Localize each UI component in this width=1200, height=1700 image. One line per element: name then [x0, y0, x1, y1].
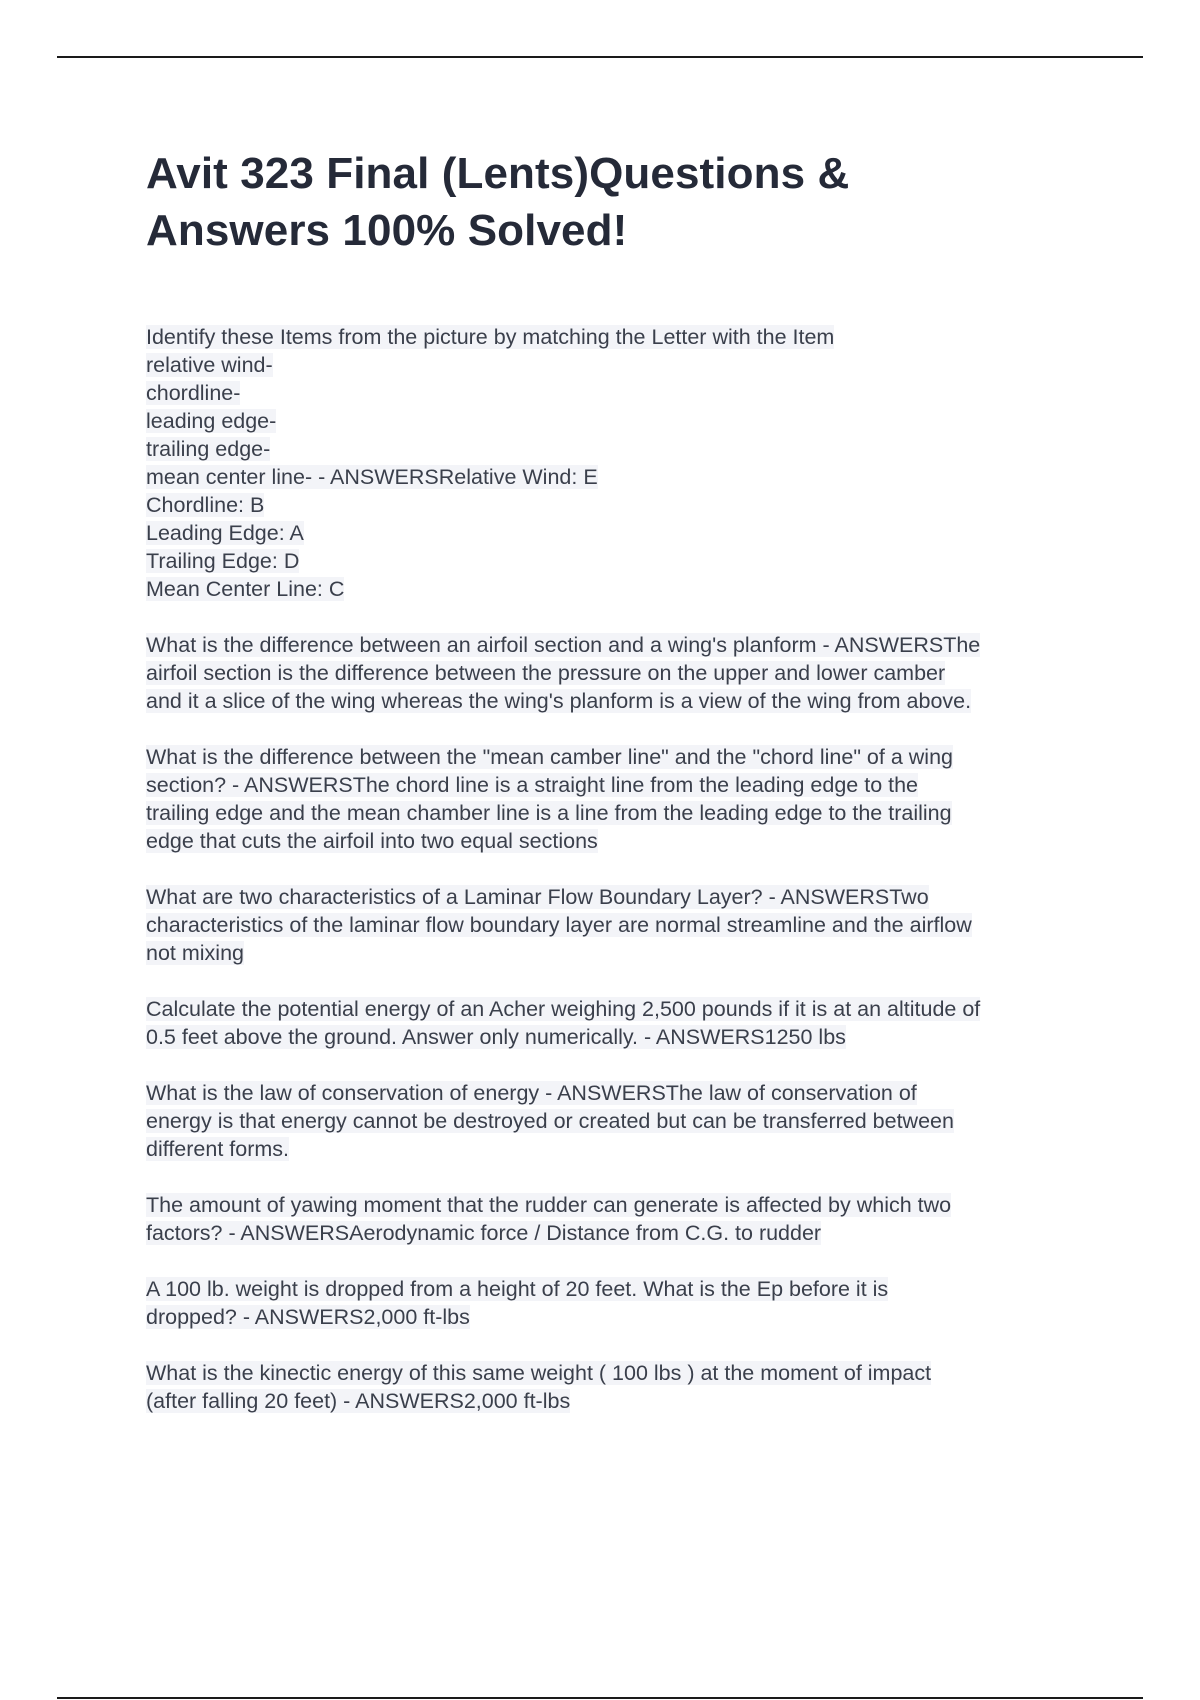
qa-line [146, 1191, 1096, 1219]
qa-line [146, 1303, 1096, 1331]
qa-line [146, 351, 1096, 379]
qa-item [146, 631, 1096, 715]
qa-line [146, 631, 1096, 659]
qa-line [146, 911, 1096, 939]
qa-line-text: and it a slice of the wing whereas the wing's planform is a view of the wing from above. [146, 689, 972, 713]
qa-line [146, 323, 1096, 351]
qa-item [146, 995, 1096, 1051]
qa-line [146, 687, 1096, 715]
document-title [146, 145, 1096, 259]
qa-line-text: chordline- [146, 381, 241, 405]
qa-line-text: 0.5 feet above the ground. Answer only numerically. - ANSWERS1250 lbs [146, 1025, 846, 1049]
qa-line [146, 1135, 1096, 1163]
qa-line-text: section? - ANSWERSThe chord line is a straight line from the leading edge to the [146, 773, 919, 797]
qa-line-text: What are two characteristics of a Laminar Flow Boundary Layer? - ANSWERSTwo [146, 885, 929, 909]
qa-line-text: characteristics of the laminar flow boundary layer are normal streamline and the airflow [146, 913, 972, 937]
qa-line-text: energy is that energy cannot be destroyed or created but can be transferred between [146, 1109, 954, 1133]
qa-line-text: Calculate the potential energy of an Acher weighing 2,500 pounds if it is at an altitude of [146, 997, 981, 1021]
qa-line [146, 547, 1096, 575]
qa-line-text: What is the difference between the "mean camber line" and the "chord line" of a wing [146, 745, 953, 769]
qa-item [146, 1359, 1096, 1415]
qa-line-text: Leading Edge: A [146, 521, 304, 545]
qa-line-text: mean center line- - ANSWERSRelative Wind: E [146, 465, 598, 489]
qa-line [146, 435, 1096, 463]
qa-line-text: Mean Center Line: C [146, 577, 345, 601]
qa-line-text: different forms. [146, 1137, 289, 1161]
qa-line [146, 1387, 1096, 1415]
qa-line-text: Trailing Edge: D [146, 549, 300, 573]
qa-list [146, 323, 1096, 1415]
qa-line-text: trailing edge- [146, 437, 271, 461]
qa-line [146, 1107, 1096, 1135]
qa-line [146, 1023, 1096, 1051]
qa-item [146, 743, 1096, 855]
document-body [146, 145, 1096, 1443]
qa-line [146, 463, 1096, 491]
qa-line-text: Identify these Items from the picture by matching the Letter with the Item [146, 325, 835, 349]
qa-item [146, 883, 1096, 967]
qa-line-text: What is the law of conservation of energy - ANSWERSThe law of conservation of [146, 1081, 917, 1105]
qa-line [146, 883, 1096, 911]
qa-item [146, 1191, 1096, 1247]
title-line-2: Answers 100% Solved! [146, 206, 628, 255]
qa-line-text: factors? - ANSWERSAerodynamic force / Distance from C.G. to rudder [146, 1221, 822, 1245]
qa-line-text: dropped? - ANSWERS2,000 ft-lbs [146, 1305, 470, 1329]
qa-line [146, 379, 1096, 407]
qa-line [146, 771, 1096, 799]
qa-line-text: airfoil section is the difference between the pressure on the upper and lower camber [146, 661, 946, 685]
qa-line-text: Chordline: B [146, 493, 265, 517]
qa-line [146, 743, 1096, 771]
qa-line [146, 491, 1096, 519]
qa-line-text: not mixing [146, 941, 244, 965]
qa-line [146, 827, 1096, 855]
top-rule [57, 56, 1143, 58]
qa-line [146, 939, 1096, 967]
qa-line-text: (after falling 20 feet) - ANSWERS2,000 ft-lbs [146, 1389, 571, 1413]
title-line-1: Avit 323 Final (Lents)Questions & [146, 149, 850, 198]
qa-line [146, 519, 1096, 547]
qa-line [146, 799, 1096, 827]
qa-line-text: What is the kinectic energy of this same weight ( 100 lbs ) at the moment of impact [146, 1361, 932, 1385]
qa-line [146, 995, 1096, 1023]
qa-line [146, 575, 1096, 603]
qa-line [146, 407, 1096, 435]
qa-line-text: The amount of yawing moment that the rudder can generate is affected by which two [146, 1193, 952, 1217]
qa-line-text: leading edge- [146, 409, 277, 433]
qa-line-text: edge that cuts the airfoil into two equal sections [146, 829, 598, 853]
qa-line [146, 1079, 1096, 1107]
qa-line [146, 659, 1096, 687]
qa-line [146, 1359, 1096, 1387]
qa-line-text: What is the difference between an airfoil section and a wing's planform - ANSWERSThe [146, 633, 981, 657]
bottom-rule [57, 1697, 1143, 1699]
qa-item [146, 323, 1096, 603]
qa-line [146, 1275, 1096, 1303]
qa-item [146, 1275, 1096, 1331]
qa-item [146, 1079, 1096, 1163]
qa-line-text: trailing edge and the mean chamber line is a line from the leading edge to the trailing [146, 801, 952, 825]
qa-line [146, 1219, 1096, 1247]
qa-line-text: A 100 lb. weight is dropped from a height of 20 feet. What is the Ep before it is [146, 1277, 889, 1301]
qa-line-text: relative wind- [146, 353, 273, 377]
